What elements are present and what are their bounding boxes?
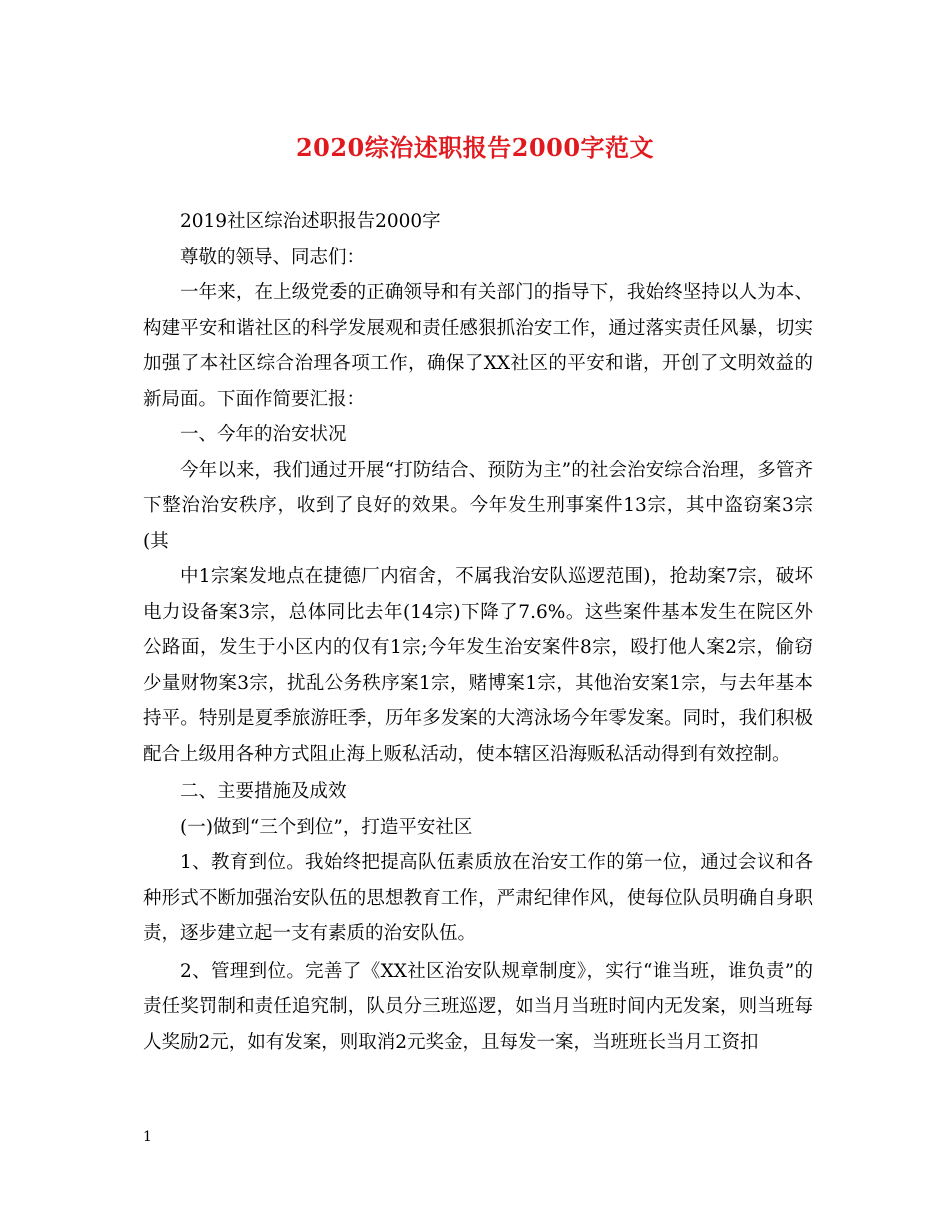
paragraph-security-status: 今年以来，我们通过开展“打防结合、预防为主”的社会治安综合治理，多管齐下整治治安秩序，收到了良好的效果。今年发生刑事案件13宗，其中盗窃案3宗(其 [143, 459, 813, 552]
document-title: 2020综治述职报告2000字范文 [295, 133, 655, 162]
heading-section-2: 二、主要措施及成效 [180, 781, 347, 802]
heading-subsection-1: (一)做到“三个到位”，打造平安社区 [180, 816, 473, 838]
paragraph-intro: 一年来，在上级党委的正确领导和有关部门的指导下，我始终坚持以人为本、构建平安和谐社区的科学发展观和责任感狠抓治安工作，通过落实责任风暴，切实加强了本社区综合治理各项工作，确保了XX社区的平安和谐，开创了文明效益的新局面。下面作简要汇报： [143, 282, 813, 410]
document-body [143, 204, 813, 1060]
paragraph-education: 1、教育到位。我始终把提高队伍素质放在治安工作的第一位，通过会议和各种形式不断加强治安队伍的思想教育工作，严肃纪律作风，使每位队员明确自身职责，逐步建立起一支有素质的治安队伍。 [143, 852, 813, 944]
paragraph-subtitle: 2019社区综治述职报告2000字 [180, 211, 441, 232]
paragraph-salutation: 尊敬的领导、同志们： [180, 246, 366, 268]
paragraph-management: 2、管理到位。完善了《XX社区治安队规章制度》，实行“谁当班，谁负责”的责任奖罚制和责任追究制，队员分三班巡逻，如当月当班时间内无发案，则当班每人奖励2元，如有发案，则取消2元奖金，且每发一案，当班班长当月工资扣 [143, 960, 813, 1053]
paragraph-case-details: 中1宗案发地点在捷德厂内宿舍，不属我治安队巡逻范围)，抢劫案7宗，破坏电力设备案3宗，总体同比去年(14宗)下降了7.6%。这些案件基本发生在院区外公路面，发生于小区内的仅有1宗;今年发生治安案件8宗，殴打他人案2宗，偷窃少量财物案3宗，扰乱公务秩序案1宗，赌博案1宗，其他治安案1宗，与去年基本持平。特别是夏季旅游旺季，历年多发案的大湾泳场今年零发案。同时，我们积极配合上级用各种方式阻止海上贩私活动，使本辖区沿海贩私活动得到有效控制。 [143, 566, 813, 765]
heading-section-1: 一、今年的治安状况 [180, 424, 347, 445]
page-number: 1 [143, 1129, 152, 1145]
